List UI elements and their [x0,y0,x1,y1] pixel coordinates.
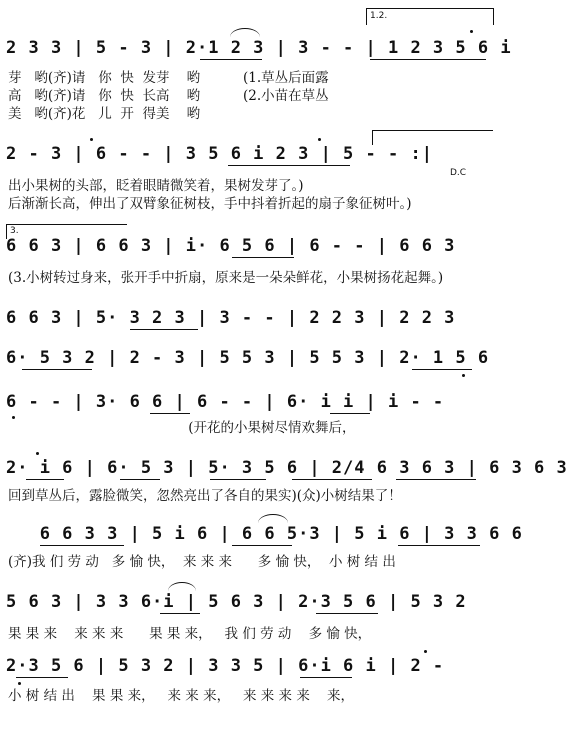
volta-label-1-2: 1.2. [370,11,388,21]
lyric-line: 芽 哟(齐)请 你 快 发芽 哟 (1.草丛后面露 [8,70,329,86]
slur-mark [168,582,196,591]
eighth-note-beam [316,613,378,614]
low-octave-dot [470,30,473,33]
lyric-line: 出小果树的头部，眨着眼睛微笑着，果树发芽了。) [8,178,304,194]
notation-row-10: 2·3 5 6 | 5 3 2 | 3 3 5 | 6·i 6 i | 2 - [6,656,445,676]
eighth-note-beam [396,479,476,480]
lyric-line: (齐)我 们 劳 动 多 愉 快， 来 来 来 多 愉 快， 小 树 结 出 [8,554,396,570]
low-octave-dot [462,374,465,377]
notation-row-1: 2 3 3 | 5 - 3 | 2·1 2 3 | 3 - - | 1 2 3 5 6 i [6,38,512,58]
notation-row-6: 6 - - | 3· 6 6 | 6 - - | 6· i i | i - - [6,392,445,412]
lyric-line: 果 果 来 来 来 来 果 果 来， 我 们 劳 动 多 愉 快， [8,626,372,642]
notation-row-2: 2 - 3 | 6 - - | 3 5 6 i 2 3 | 5 - - :| [6,144,433,164]
lyric-line: 回到草丛后，露脸微笑，忽然亮出了各自的果实)(众)小树结果了！ [8,488,402,504]
eighth-note-beam [40,545,124,546]
notation-row-9: 5 6 3 | 3 3 6·i | 5 6 3 | 2·3 5 6 | 5 3 2 [6,592,467,612]
notation-row-5: 6· 5 3 2 | 2 - 3 | 5 5 3 | 5 5 3 | 2· 1 5 6 [6,348,490,368]
eighth-note-beam [292,479,372,480]
eighth-note-beam [370,59,486,60]
eighth-note-beam [130,329,198,330]
low-octave-dot [18,682,21,685]
eighth-note-beam [120,479,160,480]
eighth-note-beam [22,369,92,370]
volta-label-3: 3. [10,226,19,236]
eighth-note-beam [300,677,352,678]
lyric-line: 高 哟(齐)请 你 快 长高 哟 (2.小苗在草丛 [8,88,329,104]
notation-row-7: 2· i 6 | 6· 5 3 | 5· 3 5 6 | 2/4 6 3 6 3 | 6 3 6 3 [6,458,568,478]
low-octave-dot [424,650,427,653]
eighth-note-beam [150,413,190,414]
slur-mark [230,28,260,37]
lyric-line: 美 哟(齐)花 儿 开 得美 哟 [8,106,201,122]
lyric-line: 后渐渐长高，伸出了双臂象征树枝，手中抖着折起的扇子象征树叶。) [8,196,412,212]
eighth-note-beam [160,613,200,614]
notation-row-3: 6 6 3 | 6 6 3 | i· 6 5 6 | 6 - - | 6 6 3 [6,236,456,256]
eighth-note-beam [232,257,294,258]
dc-label: D.C [450,168,467,178]
eighth-note-beam [228,165,350,166]
lyric-line: (3.小树转过身来，张开手中折扇，原来是一朵朵鲜花，小果树扬花起舞。) [8,270,444,286]
low-octave-dot [318,138,321,141]
eighth-note-beam [232,545,292,546]
eighth-note-beam [16,677,68,678]
eighth-note-beam [210,479,266,480]
lyric-line: 小 树 结 出 果 果 来， 来 来 来， 来 来 来 来 来， [8,688,354,704]
lyric-line: (开花的小果树尽情欢舞后， [8,420,356,436]
eighth-note-beam [26,479,64,480]
low-octave-dot [36,452,39,455]
notation-row-8: 6 6 3 3 | 5 i 6 | 6 6 5·3 | 5 i 6 | 3 3 6 6 [6,524,523,544]
eighth-note-beam [200,59,262,60]
low-octave-dot [90,138,93,141]
eighth-note-beam [330,413,370,414]
eighth-note-beam [398,545,480,546]
notation-row-4: 6 6 3 | 5· 3 2 3 | 3 - - | 2 2 3 | 2 2 3 [6,308,456,328]
eighth-note-beam [412,369,472,370]
slur-mark [258,514,288,523]
